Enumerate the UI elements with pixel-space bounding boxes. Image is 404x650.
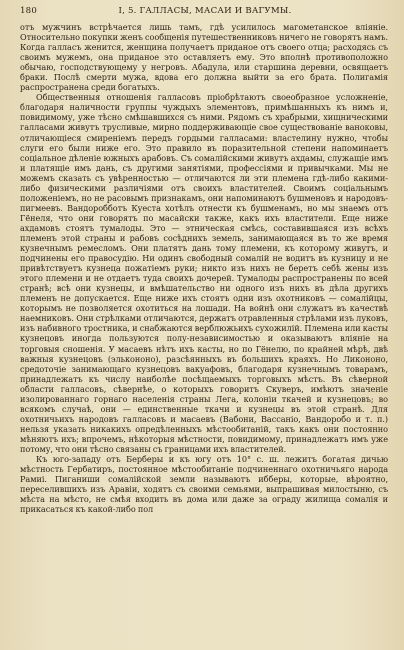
page-header <box>20 6 390 20</box>
body-text <box>20 22 388 514</box>
page-number: 180 <box>20 6 38 16</box>
running-head: I, 5. ГАЛЛАСЫ, МАСАИ И ВАГУМЫ. <box>118 6 292 16</box>
paragraph: отъ мужчинъ встрѣчается лишь тамъ, гдѣ усилилось магометанское вліяніе. Относительно покупки женъ сообщенія путешественниковъ ничего не говорятъ намъ. Когда галласъ женится, женщина получаетъ приданое отъ своего отца; расходясь съ своимъ мужемъ, она приданое это оставляетъ ему. Это вполнѣ противоположно обычаю, господствующему у негровъ. Абадула, или старшина деревни, освящаетъ браки. Послѣ смерти мужа, вдова его должна выйти за его брата. Полигамія распространена среди богатыхъ. <box>20 22 388 93</box>
paragraph: Общественныя отношенія галласовъ пріобрѣтаютъ своеобразное усложненіе, благодаря наличности группы чуждыхъ элементовъ, примѣшанныхъ къ нимъ и, повидимому, уже тѣсно смѣшавшихся съ ними. Рядомъ съ храбрыми, хищническими галласами живутъ трусливые, мирно поддерживающіе свое существованіе ваноковы, отличающіеся смиреніемъ передъ гордыми галласами: властелину нужно, чтобы слуги его были ниже его. Это правило въ поразительной степени напоминаетъ соціальное дѣленіе южныхъ арабовъ. Съ сомалійскими живутъ ахдамы, служащіе имъ и платящіе имъ дань, съ другими занятіями, профессіями и привычками. Мы не можемъ сказать съ увѣренностью — отличаются ли эти племена гдѣ-либо какими-либо физическими различіями отъ своихъ властителей. Своимъ соціальнымъ положеніемъ, но не расовымъ признакамъ, они напоминаютъ бушменовъ и народовъ-пигмеевъ. Вандоробботъ Куеста хотѣлъ отнести къ бушменамъ, но мы знаемъ отъ Гёнеля, что они говорятъ по масайски также, какъ ихъ властители. Еще ниже ахдамовъ стоятъ тумалоды. Это — этническая смѣсь, составившаяся изъ всѣхъ племенъ этой страны и рабовъ сосѣднихъ земель, занимающаяся въ то же время кузнечнымъ ремесломъ. Они платятъ дань тому племени, къ которому живутъ, и подчинены его правосудію. Ни одинъ свободный сомалій не водитъ въ кузницу и не привѣтствуетъ кузнеца пожатіемъ руки; никто изъ нихъ не беретъ себѣ жены изъ этого племени и не отдаетъ туда своихъ дочерей. Тумалоды распространены по всей странѣ; всѣ они кузнецы, и вмѣшательство ни одного изъ нихъ въ дѣла другихъ племенъ не допускается. Еще ниже ихъ стоятъ одни изъ охотниковъ — сомалійцы, которымъ не позволяется охотиться на лошади. На войнѣ они служатъ въ качествѣ наемниковъ. Они стрѣлками отличаются, держатъ отравленныя стрѣлами изъ луковъ, изъ набивного тростника, и снабжаются верблюжьихъ сухожилій. Племена или касты кузнецовъ иногда пользуются полу-независимостью и оказываютъ вліяніе на торговыя сношенія. У масаевъ нѣтъ ихъ касты, но по Гёнелю, по крайней мѣрѣ, двѣ важныя кузнецовъ (элькононо), разсѣянныхъ въ большихъ краяхъ. Но Ликононо, средоточіе занимающаго кузнецовъ вакуафовъ, благодаря кузнечнымъ товарамъ, принадлежатъ къ числу наиболѣе посѣщаемыхъ торговыхъ мѣстъ. Въ сѣверной области галласовъ, сѣвернѣе, о которыхъ говоритъ Скуверъ, имѣютъ значеніе изолированнаго горнаго населенія страны Лега, колоніи ткачей и кузнецовъ; во всякомъ случаѣ, они — единственные ткачи и кузнецы въ этой странѣ. Для охотничьихъ народовъ галласовъ и масаевъ (Вабони, Вассаніо, Вандоробо и т. п.) нельзя указать никакихъ опредѣленныхъ мѣстообитаній, такъ какъ они постоянно мѣняютъ ихъ; впрочемъ, нѣкоторыя мѣстности, повидимому, принадлежатъ имъ уже потому, что они тѣсно связаны съ границами ихъ властителей. <box>20 92 388 454</box>
paragraph: Къ юго-западу отъ Берберы и къ югу отъ 10° с. ш. лежитъ богатая дичью мѣстность Гербатиръ, постоянное мѣстообитаніе подчиненнаго охотничьяго народа Рамиі. Пиганиши сомалійской земли называютъ ибберы, которые, вѣроятно, переселившихъ изъ Аравіи, ходятъ съ своими семьями, выпрашивая милостыню, съ мѣста на мѣсто, не смѣя входить въ дома или даже за ограду жилища сомалія и прикасаться къ какой-либо пол <box>20 454 388 515</box>
